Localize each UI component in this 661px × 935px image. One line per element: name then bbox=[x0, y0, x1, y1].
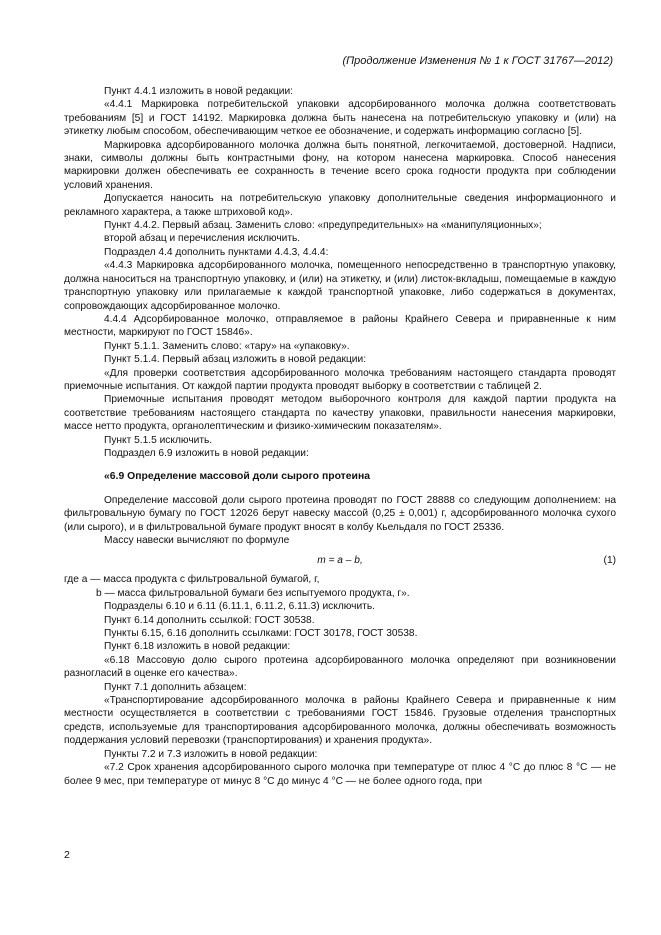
formula-number: (1) bbox=[603, 555, 616, 567]
formula-legend-line: b — масса фильтровальной бумаги без испытуемого продукта, г». bbox=[96, 587, 410, 599]
paragraph: «4.4.1 Маркировка потребительской упаковки адсорбированного молочка должна соответствовать требованиям [5] и ГОСТ 14192. Маркировка должна быть нанесена на потребительскую упаковку и (или) на этикетку любым способом, обеспечивающим четкое ее обозначение, и содержать информацию согласно [5]. bbox=[64, 99, 616, 138]
paragraph: Подразделы 6.10 и 6.11 (6.11.1, 6.11.2, 6.11.3) исключить. bbox=[104, 601, 375, 613]
paragraph: Массу навески вычисляют по формуле bbox=[104, 535, 290, 546]
paragraph: Пункт 5.1.5 исключить. bbox=[104, 434, 213, 446]
paragraph: Пункт 7.1 дополнить абзацем: bbox=[104, 681, 247, 693]
paragraph: «7.2 Срок хранения адсорбированного сырого молочка при температуре от плюс 4 °С до плюс 8 °С — не более 9 мес, при температуре от минус 8 °С до минус 4 °С — не более одного года, при bbox=[64, 762, 616, 787]
paragraph: Пункт 4.4.2. Первый абзац. Заменить слово: «предупредительных» на «манипуляционных»; bbox=[104, 220, 542, 232]
paragraph: Подраздел 6.9 изложить в новой редакции: bbox=[104, 447, 309, 459]
paragraph: «Для проверки соответствия адсорбированного молочка требованиям настоящего стандарта проводят приемочные испытания. От каждой партии продукта проводят выборку в соответствии с таблицей 2. bbox=[64, 367, 616, 392]
paragraph: Пункты 7.2 и 7.3 изложить в новой редакции: bbox=[104, 748, 318, 760]
paragraph: Подраздел 4.4 дополнить пунктами 4.4.3, 4.4.4: bbox=[104, 246, 329, 258]
paragraph: Пункт 5.1.4. Первый абзац изложить в новой редакции: bbox=[104, 354, 367, 366]
paragraph: «Транспортирование адсорбированного молочка в районы Крайнего Севера и приравненные к ним местности осуществляется в соответствии с требованиями ГОСТ 15846. Грузовые отделения транспортных средств, используемые для транспортирования адсорбированного молочка, должны обеспечивать возможность поддержания условий перевозки (транспортирования) и хранения продукта». bbox=[64, 695, 616, 747]
paragraph: Пункт 4.4.1 изложить в новой редакции: bbox=[104, 86, 294, 97]
paragraph: второй абзац и перечисления исключить. bbox=[104, 233, 301, 245]
paragraph: Пункт 6.18 изложить в новой редакции: bbox=[104, 641, 291, 653]
formula bbox=[64, 551, 616, 573]
formula-legend-line: где a — масса продукта с фильтровальной бумагой, г, bbox=[64, 574, 320, 586]
section-heading: «6.9 Определение массовой доли сырого протеина bbox=[104, 471, 370, 483]
paragraph: Пункты 6.15, 6.16 дополнить ссылками: ГОСТ 30178, ГОСТ 30538. bbox=[104, 628, 418, 640]
paragraph: Приемочные испытания проводят методом выборочного контроля для каждой партии продукта на соответствие требованиям настоящего стандарта по качеству упаковки, правильности нанесения маркировки, массе нетто продукта, органолептическим и физико-химическим показателям». bbox=[64, 394, 616, 433]
document-body bbox=[64, 85, 616, 788]
paragraph: 4.4.4 Адсорбированное молочко, отправляемое в районы Крайнего Севера и приравненные к ним местности, маркируют по ГОСТ 15846». bbox=[64, 313, 616, 339]
paragraph: Пункт 5.1.1. Заменить слово: «тару» на «упаковку». bbox=[104, 340, 350, 352]
paragraph: Пункт 6.14 дополнить ссылкой: ГОСТ 30538. bbox=[104, 614, 315, 626]
page-header: (Продолжение Изменения № 1 к ГОСТ 31767—2012) bbox=[342, 55, 613, 67]
paragraph: Определение массовой доли сырого протеина проводят по ГОСТ 28888 со следующим дополнением: на фильтровальную бумагу по ГОСТ 12026 берут навеску массой (0,25 ± 0,001) г, адсорбированного молочка сухого (или сырого), и в фильтровальной бумаге продукт вносят в колбу Кьельдаля по ГОСТ 25336. bbox=[64, 494, 616, 533]
paragraph: «6.18 Массовую долю сырого протеина адсорбированного молочка определяют при возникновении разногласий в оценке его качества». bbox=[64, 654, 616, 680]
paragraph: Допускается наносить на потребительскую упаковку дополнительные сведения информационного и рекламного характера, а также штриховой код». bbox=[64, 193, 616, 218]
formula-expression: m = a – b, bbox=[317, 555, 363, 567]
paragraph: Маркировка адсорбированного молочка должна быть понятной, легкочитаемой, достоверной. Надписи, знаки, символы должны быть контрастными фону, на котором нанесена маркировка. Способ нанесения маркировки должен обеспечивать ее сохранность в течение всего срока годности продукта при соблюдении условий хранения. bbox=[64, 139, 616, 191]
paragraph: «4.4.3 Маркировка адсорбированного молочка, помещенного непосредственно в транспортную упаковку, должна наноситься на транспортную упаковку, и (или) на этикетку, и (или) листок-вкладыш, помещаемые в каждую транспортную упаковку или прилагаемые к каждой транспортной упаковке, либо содержаться в документах, сопровождающих адсорбированное молочко. bbox=[64, 260, 616, 312]
page-number: 2 bbox=[64, 849, 70, 861]
